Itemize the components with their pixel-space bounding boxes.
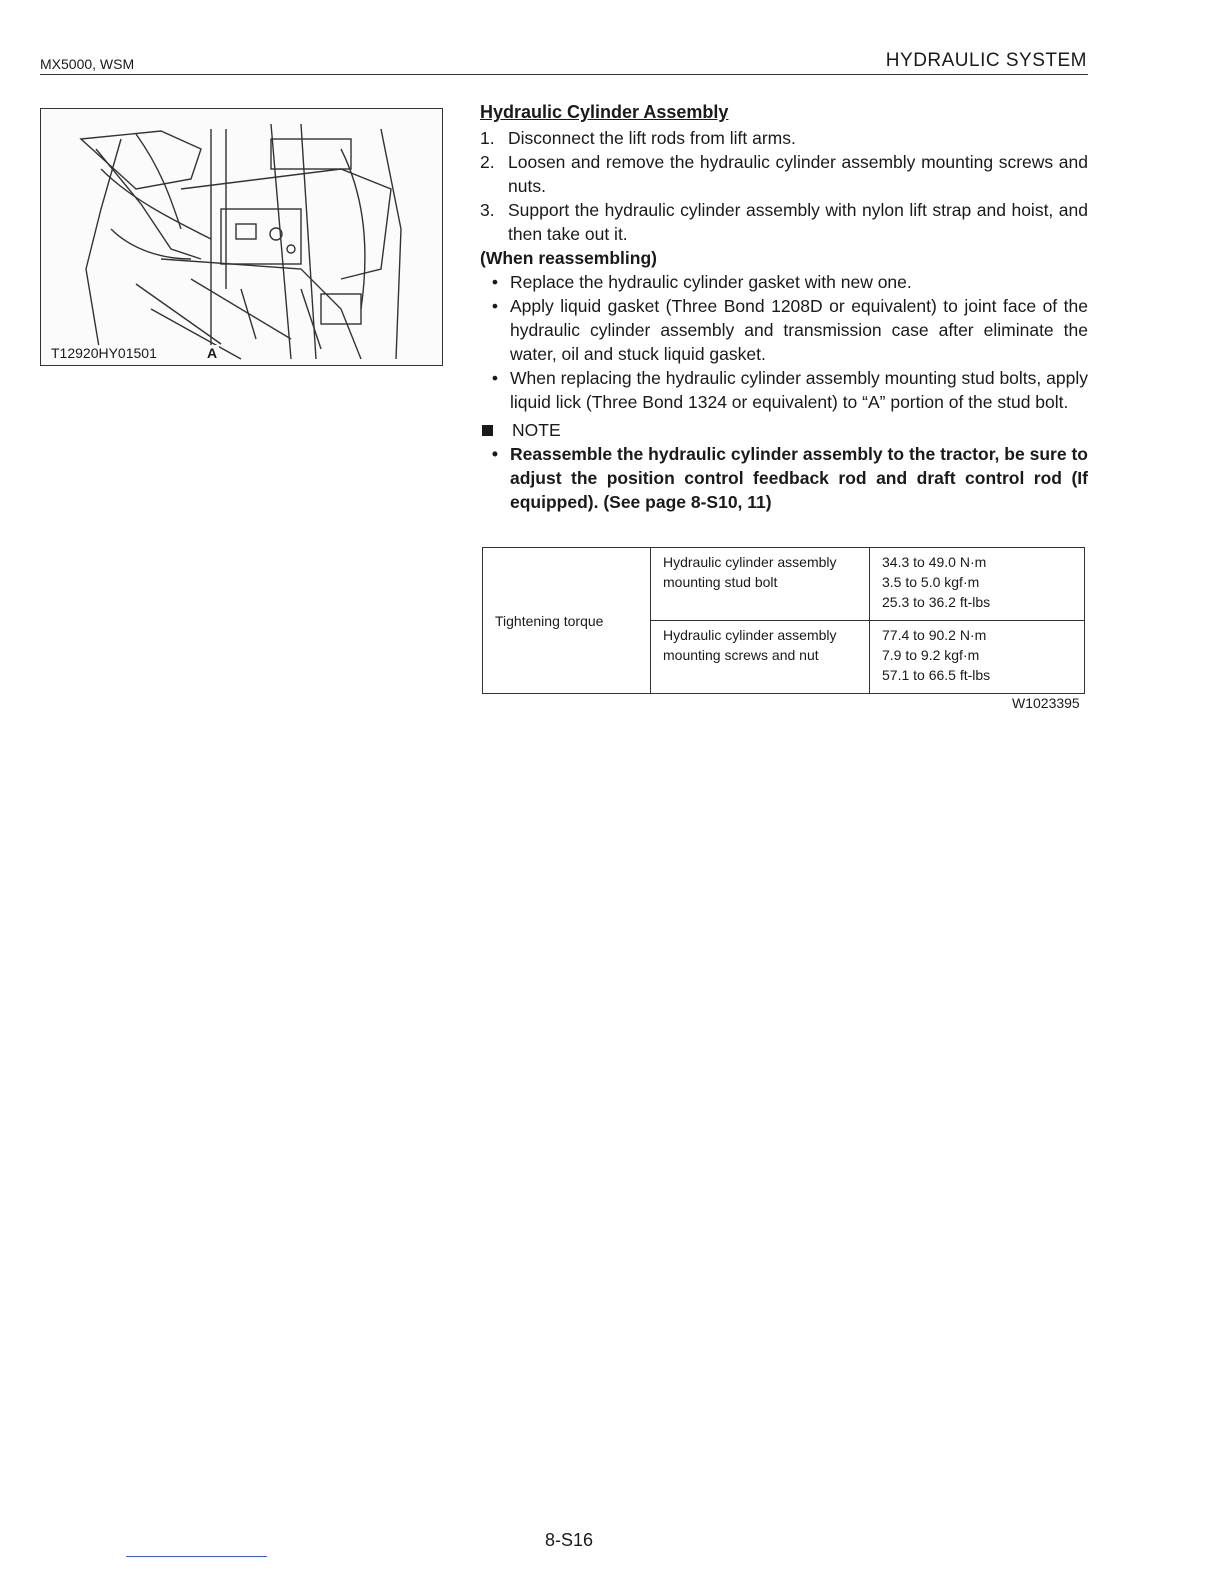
- step-text: Disconnect the lift rods from lift arms.: [508, 128, 796, 148]
- note-bullet: [480, 442, 1088, 514]
- step-text: Loosen and remove the hydraulic cylinder assembly mounting screws and nuts.: [508, 152, 1088, 196]
- step-number: 2.: [480, 152, 495, 172]
- step-number: 3.: [480, 200, 495, 220]
- torque-item: Hydraulic cylinder assembly mounting screws and nut: [651, 621, 870, 694]
- note-text: Reassemble the hydraulic cylinder assembly to the tractor, be sure to adjust the position control feedback rod and draft control rod (If equipped). (See page 8-S10, 11): [510, 444, 1088, 512]
- reassembling-heading: (When reassembling): [480, 248, 657, 268]
- bullet-text: Replace the hydraulic cylinder gasket with new one.: [510, 272, 912, 292]
- torque-value: 34.3 to 49.0 N·m: [882, 554, 987, 570]
- figure-callout-a: A: [207, 345, 218, 361]
- torque-item: Hydraulic cylinder assembly mounting stud bolt: [651, 548, 870, 621]
- header-rule: [40, 74, 1088, 75]
- step-item: [480, 198, 1088, 246]
- note-heading-text: NOTE: [512, 420, 561, 440]
- bullet-text: When replacing the hydraulic cylinder assembly mounting stud bolts, apply liquid lick (Three Bond 1324 or equivalent) to “A” portion of the stud bolt.: [510, 368, 1088, 412]
- torque-value: 7.9 to 9.2 kgf·m: [882, 647, 980, 663]
- bullet-dot-icon: •: [491, 296, 499, 316]
- section-title: Hydraulic Cylinder Assembly: [480, 102, 729, 122]
- torque-row-label: Tightening torque: [483, 548, 651, 694]
- note-square-icon: [482, 425, 493, 436]
- bullet-dot-icon: •: [491, 444, 499, 464]
- header-model: MX5000, WSM: [40, 56, 135, 72]
- bullet-text: Apply liquid gasket (Three Bond 1208D or equivalent) to joint face of the hydraulic cylinder assembly and transmission case after eliminate the water, oil and stuck liquid gasket.: [510, 296, 1088, 364]
- note-heading: [480, 418, 1088, 442]
- figure-hydraulic-cylinder: [40, 108, 443, 366]
- step-text: Support the hydraulic cylinder assembly with nylon lift strap and hoist, and then take out it.: [508, 200, 1088, 244]
- header-section-title: HYDRAULIC SYSTEM: [885, 50, 1087, 71]
- link-underline: [126, 1556, 267, 1557]
- table-row: [483, 548, 1085, 621]
- bullet-dot-icon: •: [491, 368, 499, 388]
- step-item: [480, 126, 1088, 150]
- torque-value: 25.3 to 36.2 ft-lbs: [882, 594, 991, 610]
- document-code: W1023395: [1012, 695, 1080, 711]
- procedure-content: [480, 100, 1088, 514]
- bullet-item: [480, 366, 1088, 414]
- torque-value: 77.4 to 90.2 N·m: [882, 627, 987, 643]
- torque-values: [870, 548, 1085, 621]
- bullet-item: [480, 294, 1088, 366]
- torque-value: 57.1 to 66.5 ft-lbs: [882, 667, 991, 683]
- step-number: 1.: [480, 128, 495, 148]
- figure-illustration: [41, 109, 443, 366]
- figure-id: T12920HY01501: [51, 345, 157, 361]
- torque-table: [482, 547, 1085, 694]
- torque-values: [870, 621, 1085, 694]
- step-item: [480, 150, 1088, 198]
- torque-value: 3.5 to 5.0 kgf·m: [882, 574, 980, 590]
- page-number: 8-S16: [545, 1530, 594, 1550]
- bullet-item: [480, 270, 1088, 294]
- bullet-dot-icon: •: [491, 272, 499, 292]
